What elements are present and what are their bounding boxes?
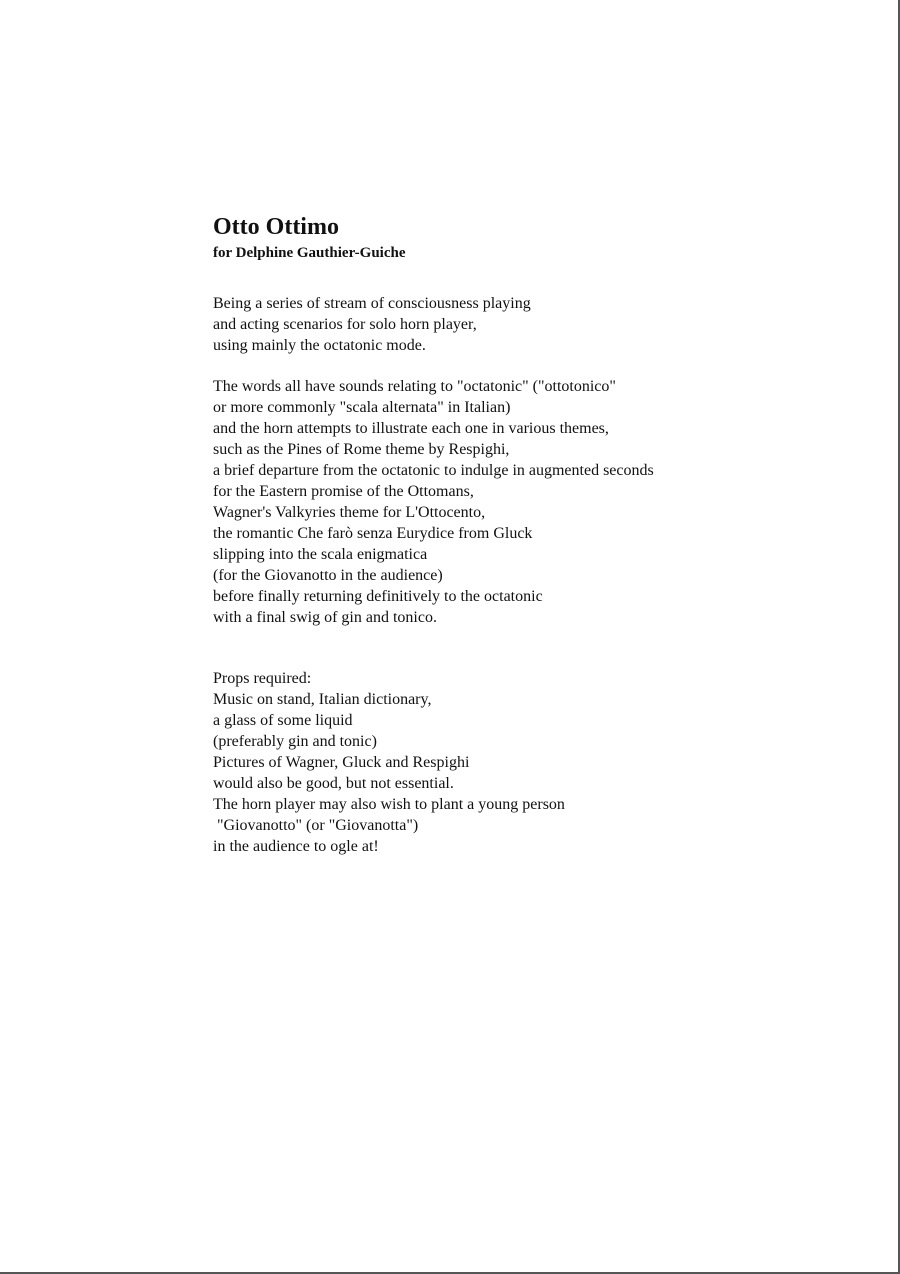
text-line: Wagner's Valkyries theme for L'Ottocento, [213, 504, 486, 521]
text-line: "Giovanotto" (or "Giovanotta") [213, 817, 419, 834]
text-line: Being a series of stream of consciousness playing [213, 295, 531, 312]
text-line: The words all have sounds relating to "octatonic" ("ottotonico" [213, 378, 616, 395]
text-line: in the audience to ogle at! [213, 838, 379, 855]
themes-paragraph [213, 376, 833, 628]
text-line: using mainly the octatonic mode. [213, 337, 426, 354]
document-content [213, 213, 833, 857]
props-paragraph [213, 668, 833, 857]
text-line: The horn player may also wish to plant a young person [213, 796, 565, 813]
text-line: before finally returning definitively to the octatonic [213, 588, 543, 605]
document-title: Otto Ottimo [213, 214, 339, 240]
text-line: the romantic Che farò senza Eurydice from Gluck [213, 525, 533, 542]
text-line: Props required: [213, 670, 312, 687]
text-line: or more commonly "scala alternata" in Italian) [213, 399, 511, 416]
text-line: Pictures of Wagner, Gluck and Respighi [213, 754, 470, 771]
intro-paragraph [213, 293, 833, 356]
text-line: and acting scenarios for solo horn player, [213, 316, 477, 333]
text-line: (preferably gin and tonic) [213, 733, 377, 750]
text-line: a glass of some liquid [213, 712, 353, 729]
text-line: such as the Pines of Rome theme by Respighi, [213, 441, 510, 458]
text-line: for the Eastern promise of the Ottomans, [213, 483, 474, 500]
text-line: Music on stand, Italian dictionary, [213, 691, 432, 708]
text-line: slipping into the scala enigmatica [213, 546, 428, 563]
text-line: and the horn attempts to illustrate each one in various themes, [213, 420, 609, 437]
text-line: with a final swig of gin and tonico. [213, 609, 437, 626]
text-line: would also be good, but not essential. [213, 775, 454, 792]
text-line: a brief departure from the octatonic to indulge in augmented seconds [213, 462, 654, 479]
text-line: (for the Giovanotto in the audience) [213, 567, 443, 584]
document-subtitle: for Delphine Gauthier-Guiche [213, 245, 406, 261]
